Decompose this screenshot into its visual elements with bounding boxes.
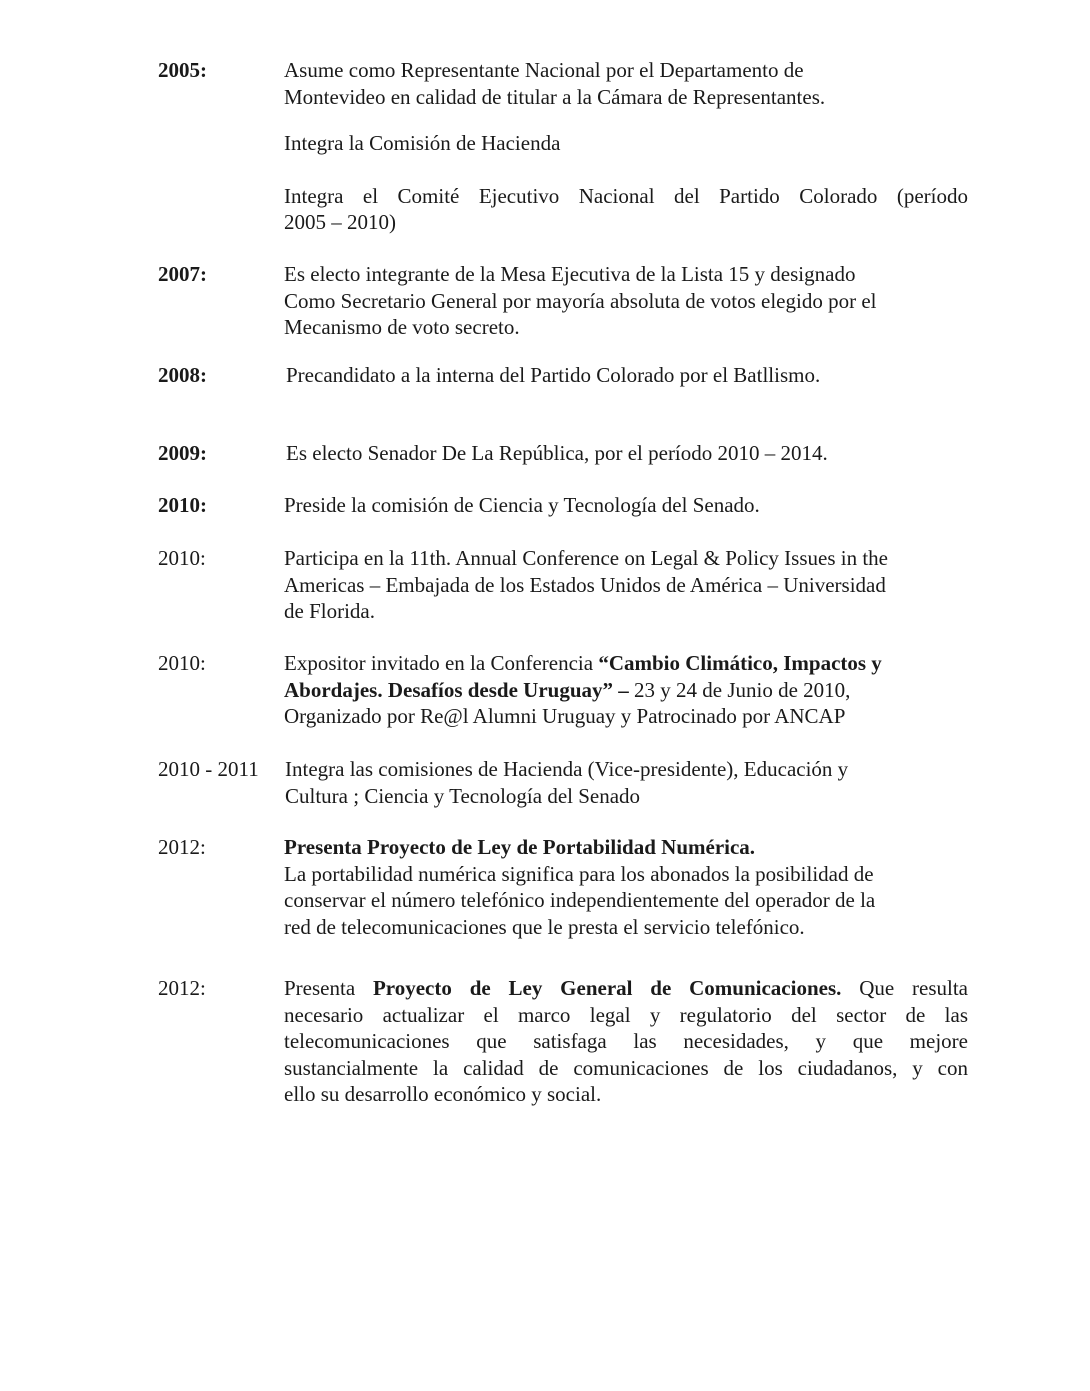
entry-body: [284, 650, 968, 730]
text-bold: Proyecto de Ley General de Comunicaciones.: [372, 976, 842, 1000]
text-line: Como Secretario General por mayoría absoluta de votos elegido por el: [284, 288, 877, 313]
entry-year: 2010:: [158, 546, 206, 570]
text-line: telecomunicaciones que satisfaga las necesidades, y que mejore: [284, 1029, 968, 1053]
text-line: de Florida.: [284, 599, 375, 623]
entry-year: 2010:: [158, 651, 206, 675]
entry-body: [286, 362, 970, 389]
text-line: necesario actualizar el marco legal y regulatorio del sector de las: [284, 1002, 968, 1027]
entry-year: 2010:: [158, 493, 207, 517]
text-line: Integra las comisiones de Hacienda (Vice-presidente), Educación y: [285, 757, 849, 781]
text-line: Es electo Senador De La República, por el período 2010 – 2014.: [286, 441, 828, 465]
text-line: Participa en la 11th. Annual Conference on Legal & Policy Issues in the: [284, 546, 888, 570]
entry-year: 2005:: [158, 58, 207, 82]
text-line: Es electo integrante de la Mesa Ejecutiva de la Lista 15 y designado: [284, 262, 856, 286]
text-line: Integra el Comité Ejecutivo Nacional del Partido Colorado (período: [284, 183, 968, 208]
entry-body: [284, 492, 968, 519]
text-line: Integra la Comisión de Hacienda: [284, 131, 561, 155]
entry-year: 2012:: [158, 976, 206, 1000]
text-line: Cultura ; Ciencia y Tecnología del Senado: [285, 783, 641, 808]
entry-title: Presenta Proyecto de Ley de Portabilidad Numérica.: [284, 835, 756, 859]
entry-year: 2012:: [158, 835, 206, 859]
text-line: [284, 650, 968, 677]
text-line: sustancialmente la calidad de comunicaciones de los ciudadanos, y con: [284, 1055, 968, 1080]
text-plain: Presenta: [284, 976, 373, 1000]
text-bold: Abordajes. Desafíos desde Uruguay” –: [284, 677, 629, 702]
entry-year: 2008:: [158, 363, 207, 387]
text-line: [284, 677, 968, 704]
text-line: Precandidato a la interna del Partido Colorado por el Batllismo.: [286, 363, 821, 387]
entry-body: [284, 57, 968, 236]
text-line: conservar el número telefónico independientemente del operador de la: [284, 888, 876, 912]
entry-body: [284, 545, 968, 625]
text-line: Americas – Embajada de los Estados Unidos de América – Universidad: [284, 572, 886, 597]
entry-year: 2007:: [158, 262, 207, 286]
text-plain: Que resulta: [841, 976, 968, 1000]
entry-year: 2009:: [158, 441, 207, 465]
text-bold: “Cambio Climático, Impactos y: [598, 651, 882, 675]
text-line: [284, 975, 968, 1002]
text-plain: 23 y 24 de Junio de 2010,: [628, 677, 851, 702]
entry-year: 2010 - 2011: [158, 757, 259, 781]
text-line: ello su desarrollo económico y social.: [284, 1082, 602, 1106]
entry-body: [284, 261, 968, 341]
text-line: Asume como Representante Nacional por el Departamento de: [284, 58, 804, 82]
text-line: 2005 – 2010): [284, 210, 396, 234]
entry-body: [285, 756, 969, 809]
text-plain: Expositor invitado en la Conferencia: [284, 651, 599, 675]
text-line: La portabilidad numérica significa para los abonados la posibilidad de: [284, 861, 874, 886]
text-line: red de telecomunicaciones que le presta el servicio telefónico.: [284, 914, 805, 939]
text-line: Mecanismo de voto secreto.: [284, 315, 520, 339]
text-line: Preside la comisión de Ciencia y Tecnología del Senado.: [284, 493, 760, 517]
entry-body: [284, 834, 968, 940]
text-line: Organizado por Re@l Alumni Uruguay y Patrocinado por ANCAP: [284, 704, 846, 728]
entry-body: [284, 975, 968, 1108]
entry-body: [286, 440, 970, 467]
text-line: Montevideo en calidad de titular a la Cámara de Representantes.: [284, 84, 826, 109]
